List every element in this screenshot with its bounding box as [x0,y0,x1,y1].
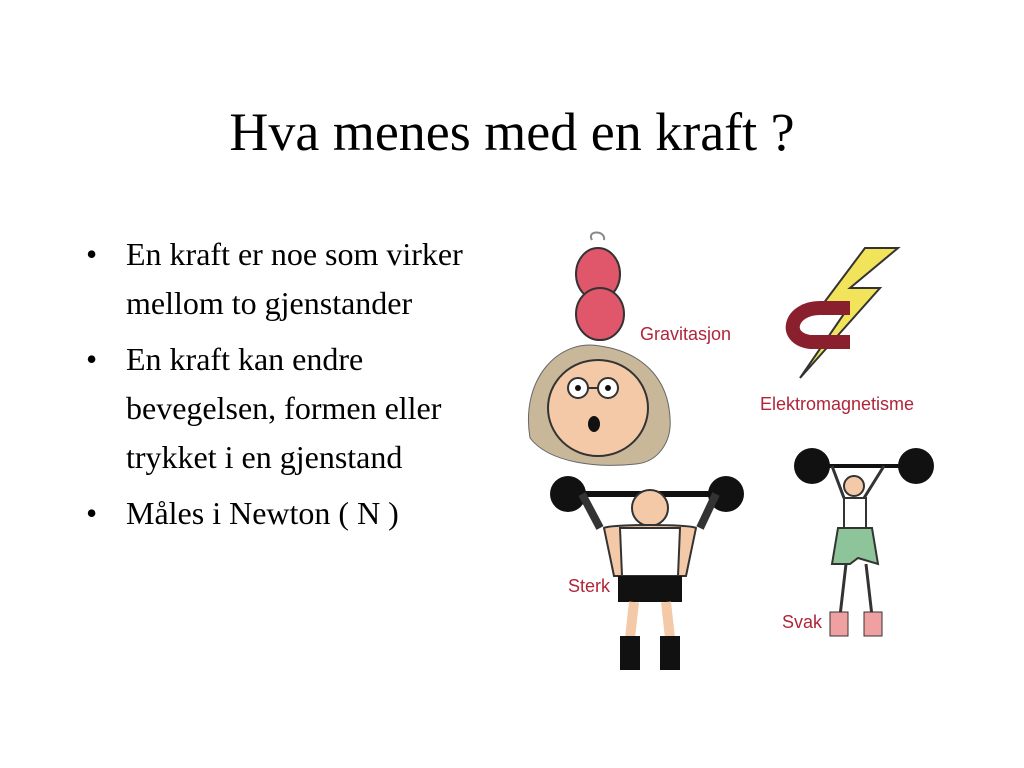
gravity-head-icon [528,345,670,465]
caption-strong: Sterk [568,576,611,596]
bullet-text: Måles i Newton ( N ) [126,495,399,531]
bullet-symbol: • [86,236,98,272]
weak-man-icon [794,448,934,636]
bullet-item [86,489,486,538]
bullet-item [86,230,486,328]
caption-electromagnetism: Elektromagnetisme [760,394,915,414]
apple-icon [576,233,624,341]
bullet-symbol: • [86,495,98,531]
slide-title: Hva menes med en kraft ? [229,102,795,162]
forces-illustration [520,228,960,688]
strong-man-icon [550,476,744,670]
caption-weak: Svak [782,612,823,632]
bullet-item [86,335,486,482]
bullet-text: En kraft er noe som virker mellom to gjenstander [126,236,463,321]
bullet-list [86,230,486,545]
bullet-symbol: • [86,341,98,377]
bullet-text: En kraft kan endre bevegelsen, formen eller trykket i en gjenstand [126,341,442,475]
caption-gravity: Gravitasjon [640,324,732,344]
